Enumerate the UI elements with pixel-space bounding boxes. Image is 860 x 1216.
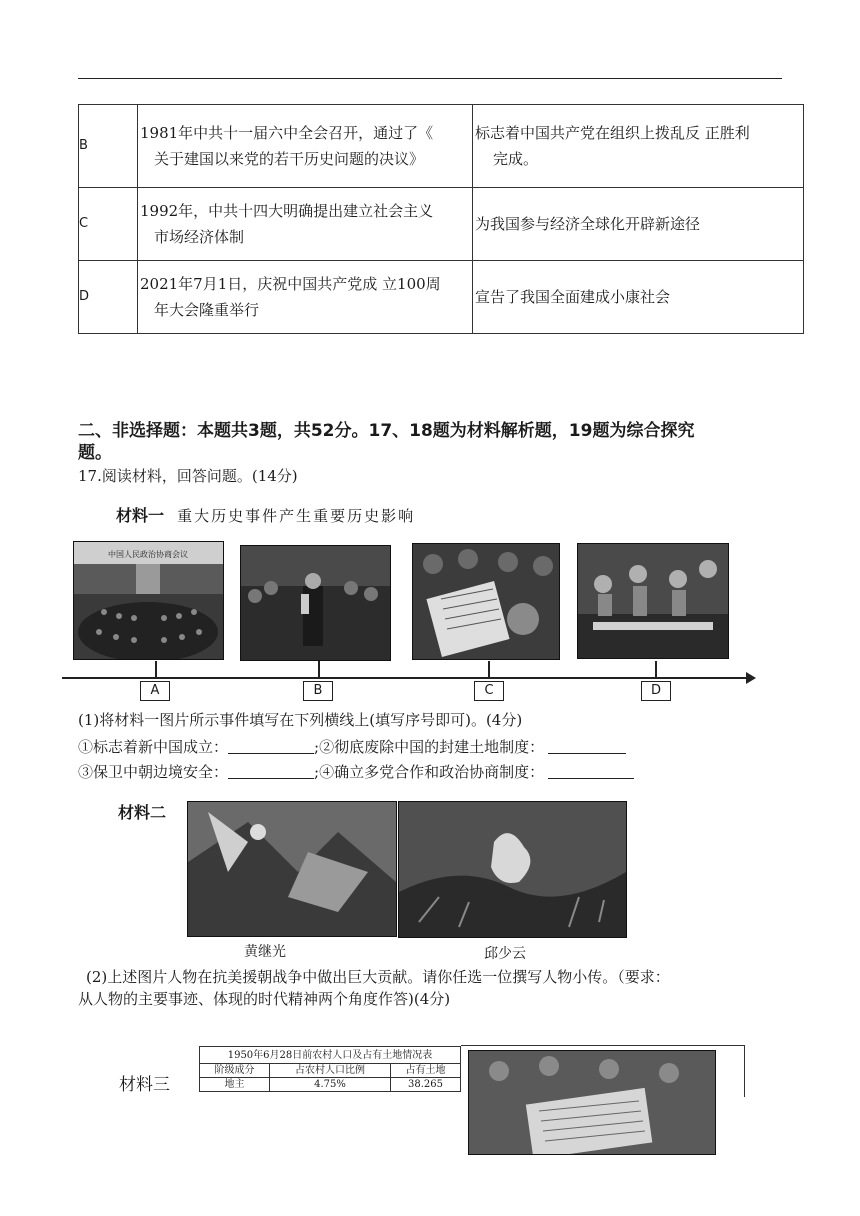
- material2-title: 材料二: [118, 803, 167, 822]
- material1-title: 材料一: [116, 506, 165, 525]
- option-event: 1981年中共十一届六中全会召开，通过了《 关于建国以来党的若干历史问题的决议》: [138, 105, 473, 188]
- table-row: [200, 1078, 461, 1092]
- table-header: 阶级成分: [200, 1064, 270, 1078]
- table-row: [79, 105, 804, 188]
- timeline-axis: [62, 677, 752, 679]
- caption-qiu-shaoyun: 邱少云: [484, 946, 526, 962]
- timeline-tick: [655, 661, 657, 677]
- table-cell: 4.75%: [269, 1078, 390, 1092]
- photo-huang-jiguang: [187, 801, 397, 937]
- land-table-caption: 1950年6月28日前农村人口及占有土地情况表: [200, 1047, 461, 1064]
- option-event: 1992年，中共十四大明确提出建立社会主义 市场经济体制: [138, 188, 473, 261]
- table-header: 占农村人口比例: [269, 1064, 390, 1078]
- photo-qiu-shaoyun: [398, 801, 627, 938]
- option-key: D: [79, 261, 138, 334]
- option-effect: 宣告了我国全面建成小康社会: [473, 261, 804, 334]
- timeline-tick: [318, 661, 320, 677]
- question-stem: 17.阅读材料，回答问题。(14分): [78, 467, 298, 485]
- timeline-tick: [488, 661, 490, 677]
- answer-blank-3[interactable]: [228, 764, 314, 779]
- header-rule: [78, 78, 782, 79]
- option-key: B: [79, 105, 138, 188]
- material1-subtitle: 重大历史事件产生重要历史影响: [177, 507, 416, 525]
- material3-title: 材料三: [119, 1075, 170, 1095]
- timeline-label-b: B: [303, 681, 333, 701]
- option-event: 2021年7月1日，庆祝中国共产党成 立100周 年大会隆重举行: [138, 261, 473, 334]
- table-row: [200, 1064, 461, 1078]
- answer-line-2: ③保卫中朝边境安全： ;④确立多党合作和政治协商制度：: [78, 762, 634, 782]
- material1-heading: [116, 503, 415, 526]
- option-effect: 标志着中国共产党在组织上拨乱反 正胜利 完成。: [473, 105, 804, 188]
- photo-a: [73, 541, 224, 660]
- photo-c: [412, 543, 560, 660]
- timeline-tick: [155, 661, 157, 677]
- answer-blank-4[interactable]: [548, 764, 634, 779]
- photo-b: [240, 545, 391, 661]
- section-heading: 二、非选择题：本题共3题，共52分。17、18题为材料解析题，19题为综合探究 题。: [78, 421, 695, 463]
- answer-blank-1[interactable]: [228, 739, 314, 754]
- photo1-banner: 中国人民政治协商会议: [108, 550, 188, 559]
- caption-huang-jiguang: 黄继光: [244, 944, 286, 960]
- timeline-label-c: C: [474, 681, 504, 701]
- photo-d: [577, 543, 729, 659]
- table-cell: 38.265: [391, 1078, 461, 1092]
- option-effect: 为我国参与经济全球化开辟新途径: [473, 188, 804, 261]
- photo-land-reform: [468, 1050, 716, 1155]
- sub-question-1: (1)将材料一图片所示事件填写在下列横线上(填写序号即可)。(4分): [78, 711, 523, 729]
- material3-frame-top: [461, 1045, 745, 1046]
- material3-frame-right: [744, 1045, 745, 1097]
- timeline-arrow-icon: [746, 672, 756, 684]
- answer-blank-2[interactable]: [548, 739, 626, 754]
- table-row: [79, 188, 804, 261]
- options-table: [78, 104, 804, 334]
- land-table: [199, 1046, 461, 1092]
- table-row: [200, 1047, 461, 1064]
- table-header: 占有土地: [391, 1064, 461, 1078]
- answer-line-1: ①标志着新中国成立： ;②彻底废除中国的封建土地制度：: [78, 737, 626, 757]
- option-key: C: [79, 188, 138, 261]
- timeline-label-d: D: [641, 681, 671, 701]
- sub-question-2: (2)上述图片人物在抗美援朝战争中做出巨大贡献。请你任选一位撰写人物小传。（要求： 从人物的主要事迹、体现的时代精神两个角度作答)(4分): [78, 968, 670, 1008]
- table-cell: 地主: [200, 1078, 270, 1092]
- timeline-label-a: A: [140, 681, 170, 701]
- table-row: [79, 261, 804, 334]
